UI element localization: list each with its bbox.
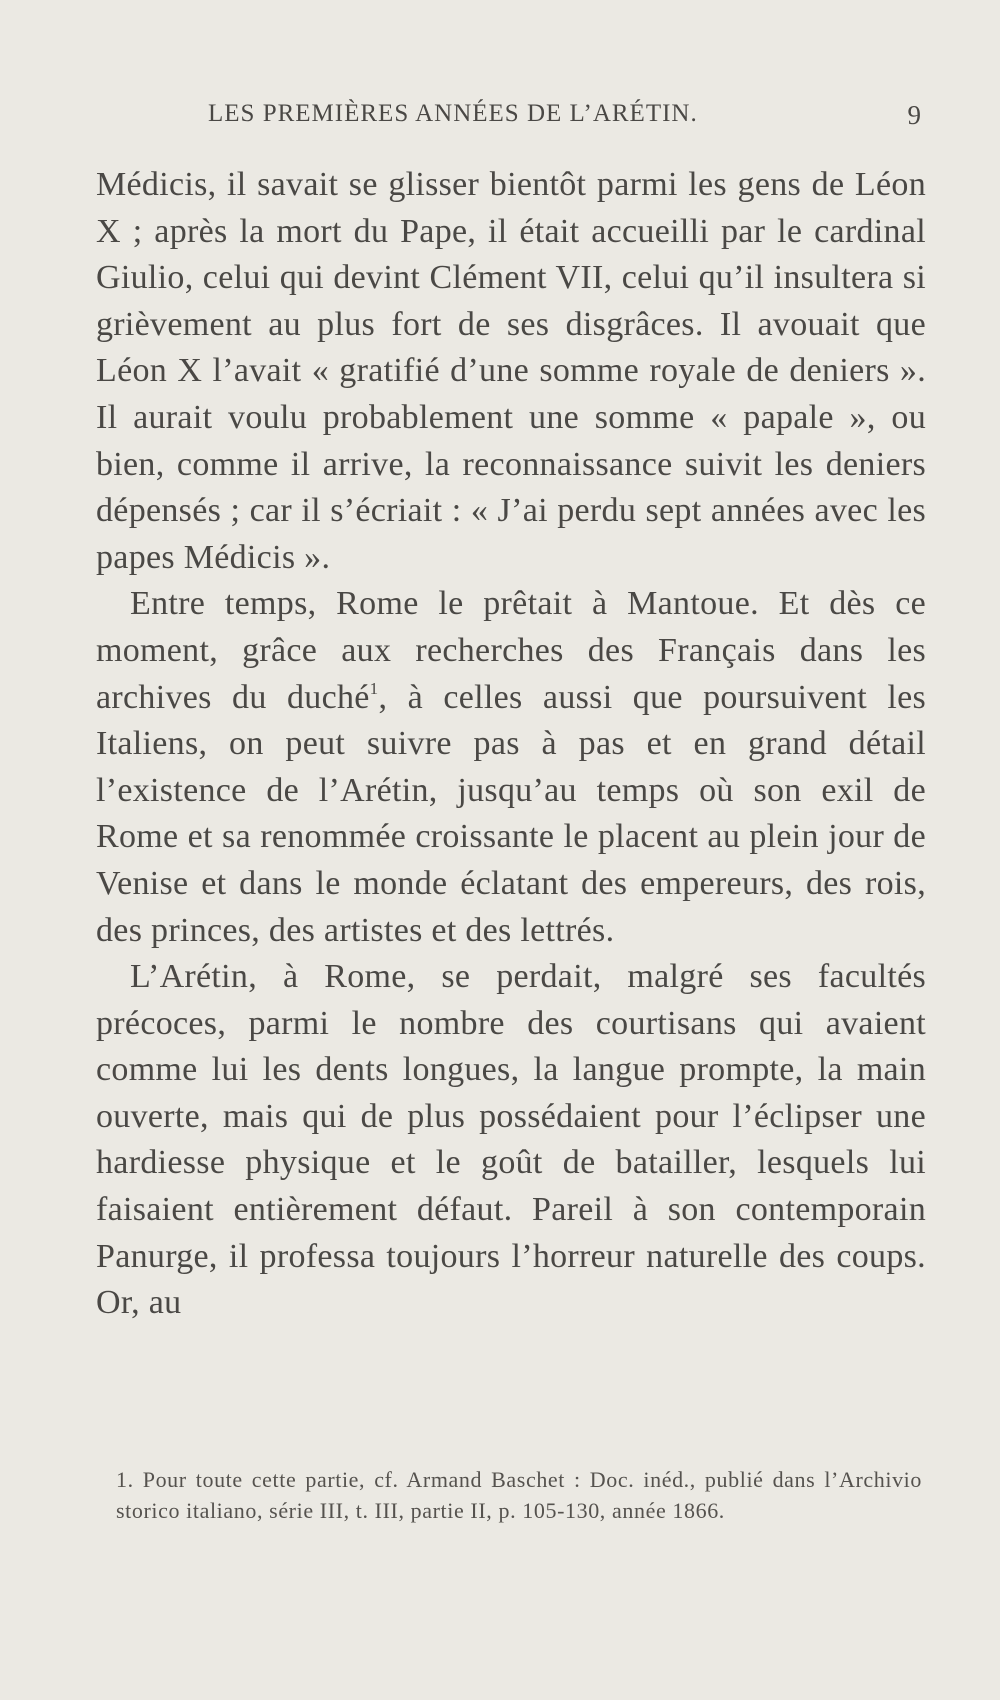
running-title: LES PREMIÈRES ANNÉES DE L’ARÉTIN. bbox=[208, 100, 698, 127]
page-number: 9 bbox=[907, 100, 922, 130]
paragraph-3: L’Arétin, à Rome, se perdait, malgré ses facultés précoces, parmi le nombre des courtisans qui avaient comme lui les dents longues, la langue prompte, la main ouverte, mais qui de plus possédaient pour l’éclipser une hardiesse physique et le goût de batailler, lesquels lui faisaient entièrement défaut. Pareil à son contemporain Panurge, il professa toujours l’horreur naturelle des coups. Or, au bbox=[96, 958, 926, 1322]
footnote bbox=[116, 1464, 922, 1526]
footnote-reference: 1 bbox=[369, 678, 379, 698]
footnote-text: 1. Pour toute cette partie, cf. Armand Baschet : Doc. inéd., publié dans l’Archivio storico italiano, série III, t. III, partie II, p. 105-130, année 1866. bbox=[116, 1467, 922, 1523]
paragraph-2-part-1: Entre temps, Rome le prêtait à Mantoue. Et dès ce moment, grâce aux recherches des Français dans les archives du duché bbox=[96, 585, 926, 716]
paragraph-2 bbox=[96, 581, 926, 954]
paragraph-1: Médicis, il savait se glisser bientôt parmi les gens de Léon X ; après la mort du Pape, il était accueilli par le cardinal Giulio, celui qui devint Clément VII, celui qu’il insultera si grièvement au plus fort de ses disgrâces. Il avouait que Léon X l’avait « gratifié d’une somme royale de deniers ». Il aurait voulu probablement une somme « papale », ou bien, comme il arrive, la reconnaissance suivit les deniers dépensés ; car il s’écriait : « J’ai perdu sept années avec les papes Médicis ». bbox=[96, 166, 926, 576]
page-header bbox=[96, 100, 926, 136]
body-text bbox=[96, 162, 926, 1327]
paragraph-2-part-2: , à celles aussi que poursuivent les Italiens, on peut suivre pas à pas et en grand détail l’existence de l’Arétin, jusqu’au temps où son exil de Rome et sa renommée croissante le placent au plein jour de Venise et dans le monde éclatant des empereurs, des rois, des princes, des artistes et des lettrés. bbox=[96, 678, 926, 949]
